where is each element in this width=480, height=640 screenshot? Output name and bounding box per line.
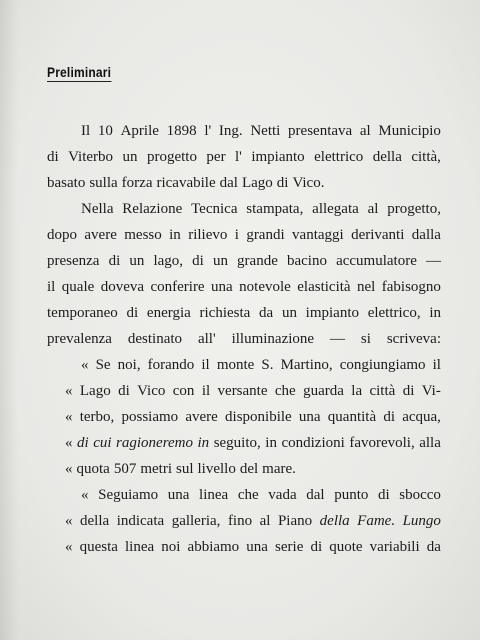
word: un <box>212 253 228 269</box>
word: i <box>234 227 239 243</box>
word: il <box>201 357 210 373</box>
word: si <box>360 331 371 347</box>
text-line <box>47 482 441 508</box>
word: la <box>351 383 363 399</box>
text-line <box>47 170 441 196</box>
word: acqua, <box>402 409 441 425</box>
word: terbo, <box>79 409 115 425</box>
text-line <box>47 222 441 248</box>
word: elettrico <box>314 149 364 165</box>
word: Tecnica <box>191 201 238 217</box>
word: 10 <box>97 123 113 139</box>
word: « <box>65 383 73 399</box>
word: dopo <box>47 227 77 243</box>
word: dal <box>219 175 238 191</box>
word: di <box>77 435 89 451</box>
word: progetto, <box>387 201 441 217</box>
word: dal <box>306 487 325 503</box>
word: punto <box>334 487 369 503</box>
word: il <box>201 383 211 399</box>
word: della <box>319 513 350 529</box>
word: un <box>281 305 297 321</box>
word: l' <box>235 149 242 165</box>
word: sulla <box>89 175 118 191</box>
word: Netti <box>250 123 281 139</box>
word: abbiamo <box>187 539 240 555</box>
word: presenza <box>47 253 100 269</box>
word: energia <box>146 305 191 321</box>
word: il <box>432 357 441 373</box>
text-line <box>47 274 441 300</box>
word: quantità <box>327 409 377 425</box>
word: basato <box>47 175 86 191</box>
text-line <box>47 508 441 534</box>
word: — <box>425 253 441 269</box>
word: metri <box>140 461 172 477</box>
text-line <box>47 378 441 404</box>
word: quale <box>61 279 95 295</box>
word: Vico <box>137 383 166 399</box>
word: una <box>246 539 268 555</box>
word: della <box>80 513 110 529</box>
word: al <box>367 201 379 217</box>
word: Fame. <box>357 513 396 529</box>
word: nel <box>357 279 376 295</box>
text-line <box>47 300 441 326</box>
word: « <box>65 539 73 555</box>
word: condizioni <box>281 435 345 451</box>
word: Se <box>95 357 111 373</box>
word: di <box>276 175 289 191</box>
word: elasticità <box>297 279 351 295</box>
word: il <box>47 279 56 295</box>
word: bacino <box>286 253 327 269</box>
word: Lago <box>241 175 273 191</box>
word: congiungiamo <box>339 357 426 373</box>
word: derivanti <box>351 227 405 243</box>
word: « <box>65 513 73 529</box>
word: avere <box>185 409 218 425</box>
word: di <box>402 383 415 399</box>
word: rilievo <box>188 227 228 243</box>
word: serie <box>275 539 304 555</box>
word: che <box>274 383 296 399</box>
text-line <box>47 352 441 378</box>
word: variabili <box>369 539 420 555</box>
section-heading: Preliminari <box>47 64 112 80</box>
word: città <box>369 383 396 399</box>
word: lago, <box>153 253 184 269</box>
word: conferire <box>150 279 205 295</box>
word: al <box>359 123 371 139</box>
word: S. <box>261 357 274 373</box>
word: versante <box>217 383 268 399</box>
word: mare. <box>262 461 296 477</box>
word: della <box>372 149 402 165</box>
word: destinato <box>127 331 183 347</box>
word: sbocco <box>399 487 441 503</box>
word: Il <box>81 123 91 139</box>
word: Viterbo <box>68 149 114 165</box>
word: prevalenza <box>47 331 112 347</box>
word: fabisogno <box>381 279 441 295</box>
word: « <box>65 409 73 425</box>
word: all' <box>197 331 216 347</box>
word: 507 <box>113 461 137 477</box>
word: noi, <box>117 357 141 373</box>
word: un <box>122 149 138 165</box>
word: messo <box>124 227 162 243</box>
word: di <box>383 409 395 425</box>
word: una <box>298 409 321 425</box>
word: quota <box>76 461 110 477</box>
word: scriveva: <box>386 331 441 347</box>
word: di <box>118 383 130 399</box>
word: fino <box>227 513 253 529</box>
word: allegata <box>312 201 359 217</box>
word: presentava <box>288 123 353 139</box>
word: Ing. <box>218 123 243 139</box>
word: « <box>65 461 73 477</box>
word: grande <box>237 253 278 269</box>
word: per <box>206 149 226 165</box>
word: Martino, <box>280 357 333 373</box>
word: favorevoli, <box>349 435 415 451</box>
word: impianto <box>305 305 359 321</box>
word: cui <box>93 435 112 451</box>
word: forza <box>121 175 153 191</box>
page-fold-shadow <box>0 0 18 640</box>
word: ragioneremo <box>116 435 193 451</box>
word: indicata <box>116 513 165 529</box>
word: vantaggi <box>292 227 344 243</box>
text-line <box>47 430 441 456</box>
word: noi <box>161 539 181 555</box>
word: Lago <box>79 383 111 399</box>
text-line <box>47 534 441 560</box>
word: doveva <box>100 279 145 295</box>
word: in <box>265 435 277 451</box>
word: illuminazione <box>231 331 315 347</box>
text-line <box>47 326 441 352</box>
word: stampata, <box>246 201 304 217</box>
word: in <box>169 227 181 243</box>
word: alla <box>419 435 441 451</box>
word: « <box>81 487 89 503</box>
word: da <box>426 539 441 555</box>
word: una <box>167 487 190 503</box>
word: di <box>192 253 204 269</box>
word: elettrico, <box>367 305 421 321</box>
word: livello <box>197 461 236 477</box>
word: che <box>237 487 259 503</box>
word: Aprile <box>120 123 159 139</box>
word: notevole <box>239 279 291 295</box>
word: « <box>65 435 73 451</box>
word: Vico. <box>292 175 325 191</box>
word: avere <box>84 227 117 243</box>
text-line <box>47 118 441 144</box>
word: questa <box>79 539 118 555</box>
text-line <box>47 404 441 430</box>
word: con <box>172 383 195 399</box>
word: forando <box>147 357 195 373</box>
text-line <box>47 144 441 170</box>
word: accumulatore <box>336 253 417 269</box>
word: disponibile <box>225 409 292 425</box>
word: sul <box>175 461 194 477</box>
word: Municipio <box>378 123 441 139</box>
word: di <box>108 253 121 269</box>
text-line <box>47 456 441 482</box>
word: grandi <box>246 227 285 243</box>
word: Piano <box>277 513 313 529</box>
word: Vi- <box>421 383 441 399</box>
word: ricavabile <box>156 175 216 191</box>
word: da <box>259 305 274 321</box>
word: linea <box>199 487 229 503</box>
word: dalla <box>411 227 441 243</box>
word: una <box>211 279 233 295</box>
word: Lungo <box>402 513 441 529</box>
word: « <box>81 357 89 373</box>
word: Nella <box>81 201 114 217</box>
word: 1898 <box>166 123 197 139</box>
text-line <box>47 196 441 222</box>
word: possiamo <box>121 409 179 425</box>
word: del <box>239 461 259 477</box>
word: temporaneo <box>47 305 118 321</box>
word: linea <box>125 539 155 555</box>
word: di <box>126 305 139 321</box>
word: Relazione <box>122 201 183 217</box>
word: al <box>259 513 271 529</box>
text-line <box>47 248 441 274</box>
word: vada <box>268 487 297 503</box>
word: guarda <box>303 383 344 399</box>
word: di <box>377 487 390 503</box>
word: di <box>47 149 59 165</box>
word: Seguiamo <box>98 487 159 503</box>
word: in <box>429 305 441 321</box>
word: progetto <box>146 149 197 165</box>
word: città, <box>411 149 441 165</box>
word: — <box>329 331 345 347</box>
word: in <box>197 435 210 451</box>
word: l' <box>204 123 212 139</box>
word: di <box>310 539 323 555</box>
word: richiesta <box>199 305 251 321</box>
word: quote <box>329 539 363 555</box>
word: un <box>129 253 145 269</box>
body-text <box>47 118 441 560</box>
word: seguito, <box>213 435 261 451</box>
word: monte <box>216 357 255 373</box>
word: impianto <box>251 149 305 165</box>
word: galleria, <box>171 513 221 529</box>
